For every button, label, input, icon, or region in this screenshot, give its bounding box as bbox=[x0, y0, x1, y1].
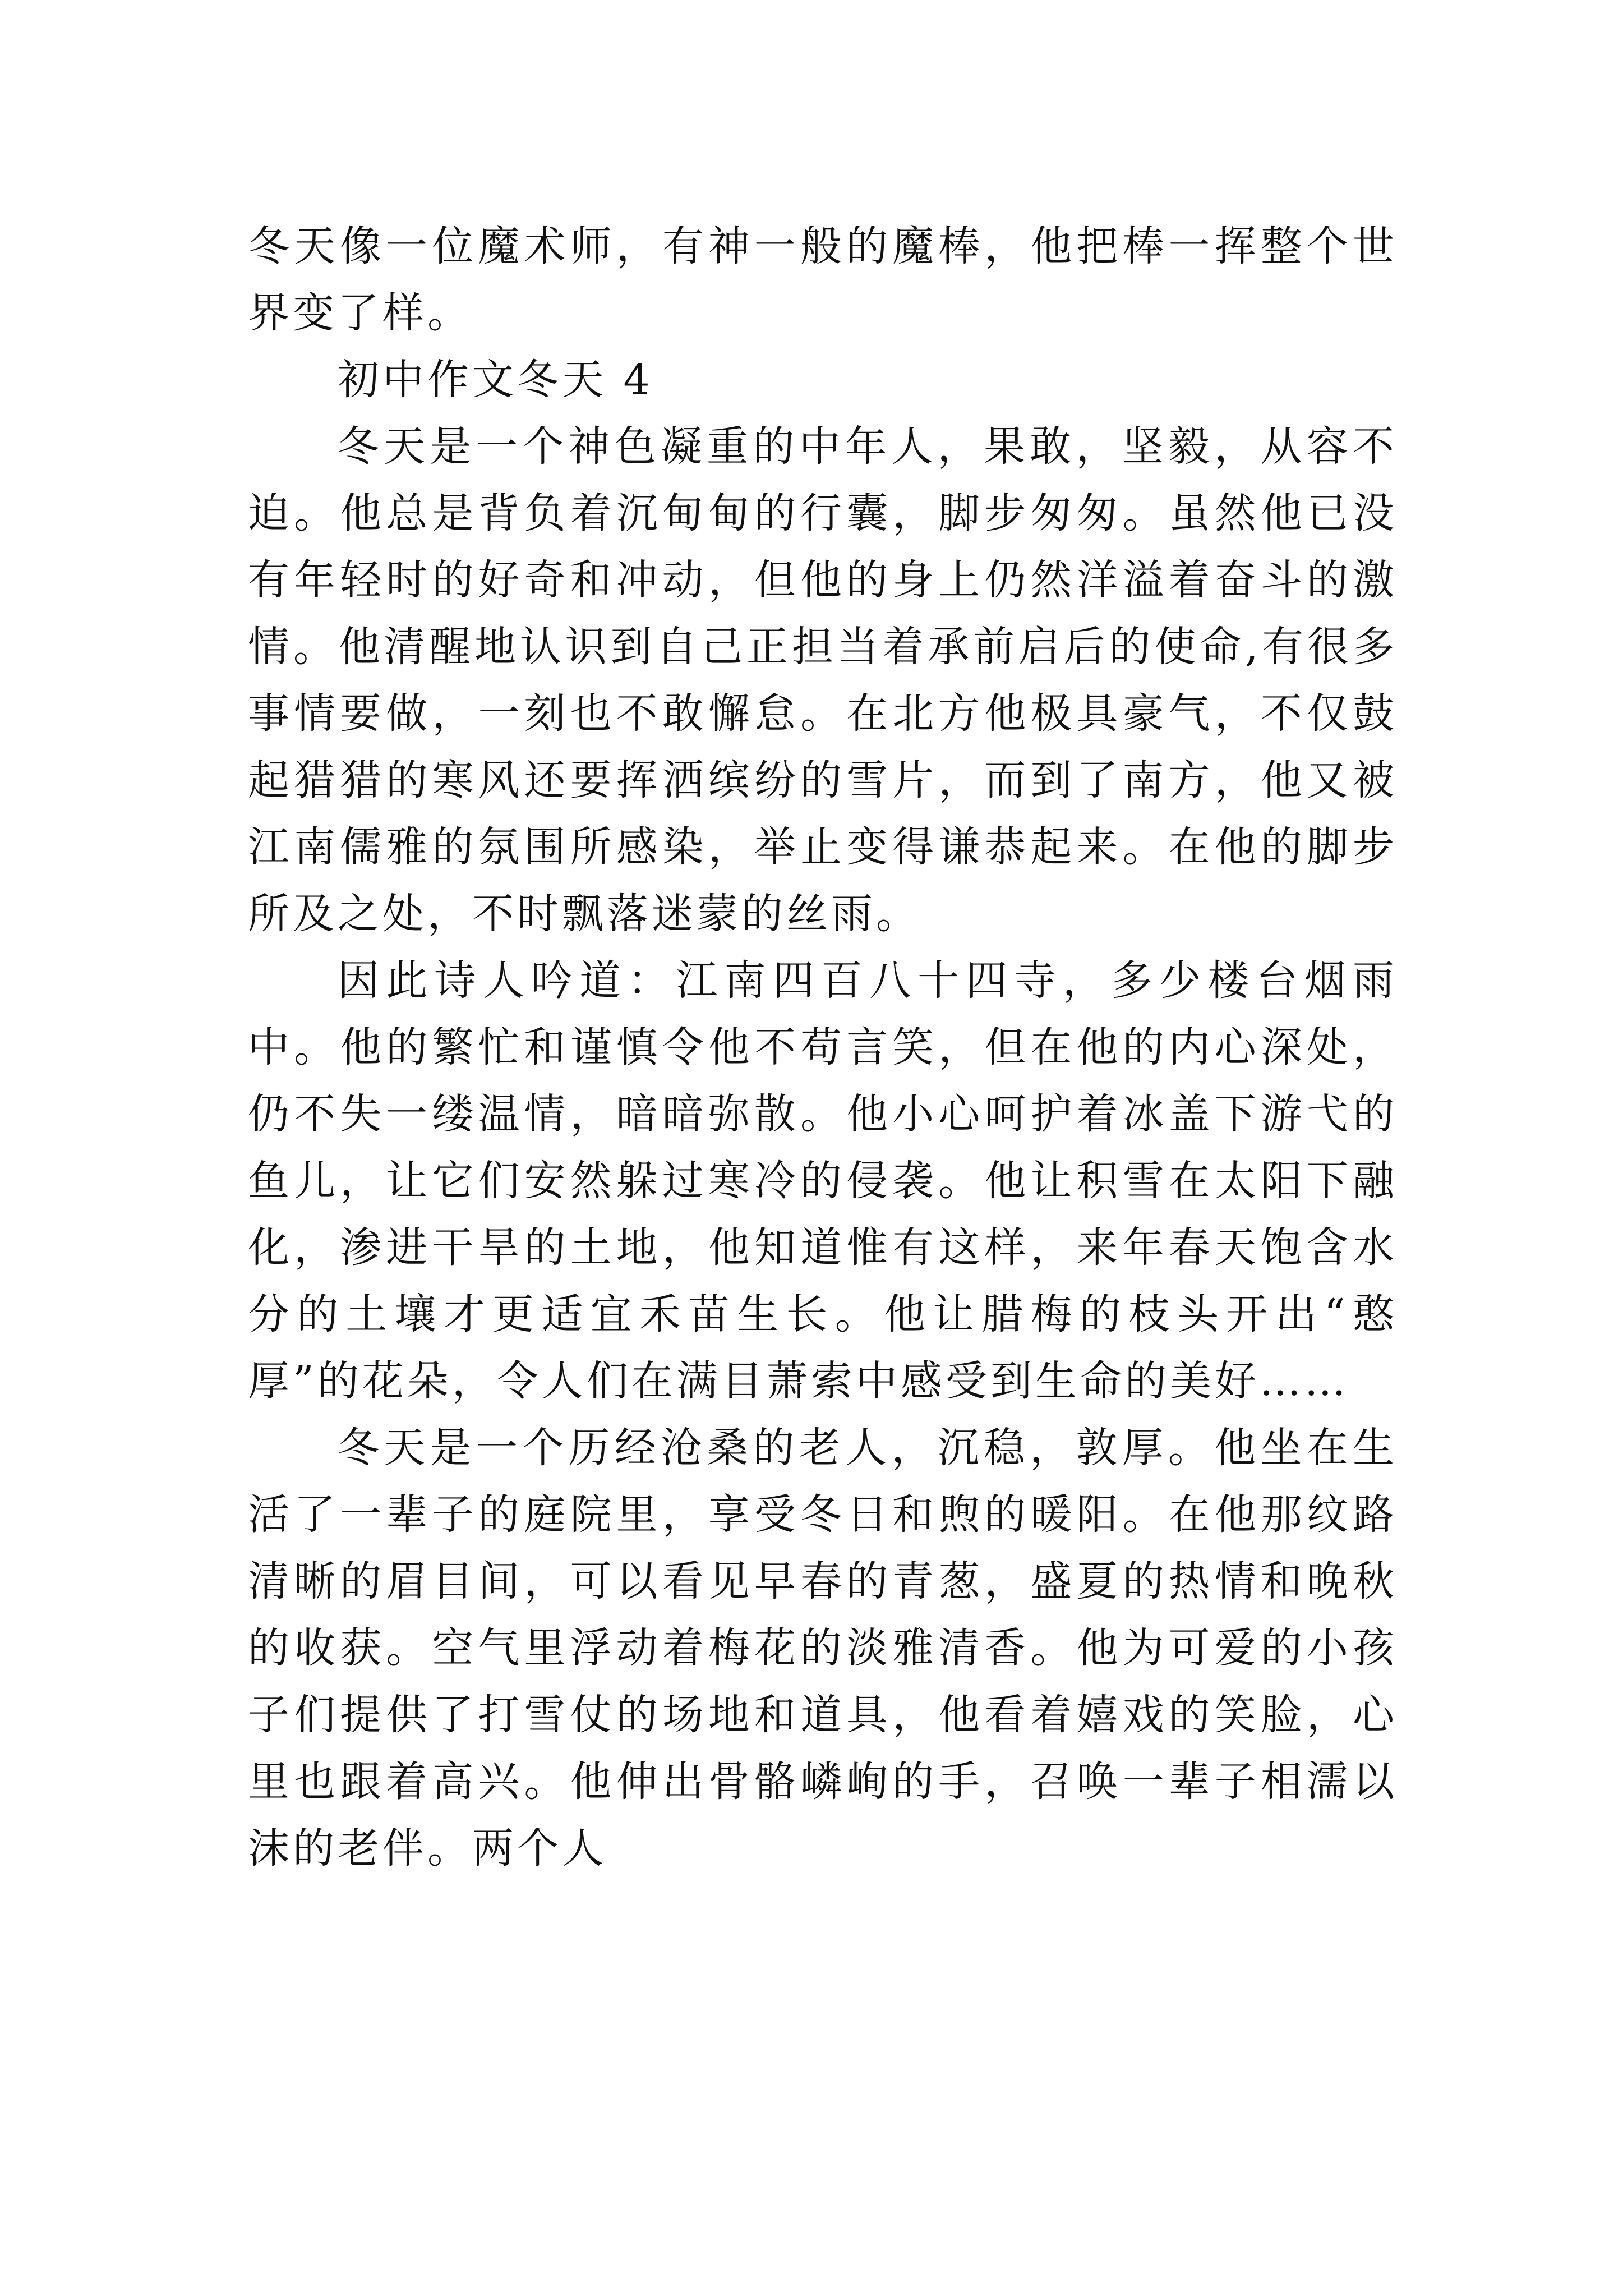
paragraph-poet: 因此诗人吟道：江南四百八十四寺，多少楼台烟雨中。他的繁忙和谨慎令他不苟言笑，但在他的内心深处，仍不失一缕温情，暗暗弥散。他小心呵护着冰盖下游弋的鱼儿，让它们安然躲过寒冷的侵袭。他让积雪在太阳下融化，渗进干旱的土地，他知道惟有这样，来年春天饱含水分的土壤才更适宜禾苗生长。他让腊梅的枝头开出“憨厚”的花朵，令人们在满目萧索中感受到生命的美好…… bbox=[248, 956, 1398, 1405]
paragraph-continuation: 冬天像一位魔术师，有神一般的魔棒，他把棒一挥整个世界变了样。 bbox=[248, 222, 1398, 337]
paragraph-middle-aged: 冬天是一个神色凝重的中年人，果敢，坚毅，从容不迫。他总是背负着沉甸甸的行囊，脚步匆匆。虽然他已没有年轻时的好奇和冲动，但他的身上仍然洋溢着奋斗的激情。他清醒地认识到自己正担当着承前启后的使命,有很多事情要做，一刻也不敢懈怠。在北方他极具豪气，不仅鼓起猎猎的寒风还要挥洒缤纷的雪片，而到了南方，他又被江南儒雅的氛围所感染，举止变得谦恭起来。在他的脚步所及之处，不时飘落迷蒙的丝雨。 bbox=[248, 422, 1398, 938]
section-heading: 初中作文冬天 4 bbox=[338, 356, 653, 404]
paragraph-old-man: 冬天是一个历经沧桑的老人，沉稳，敦厚。他坐在生活了一辈子的庭院里，享受冬日和煦的暖阳。在他那纹路清晰的眉目间，可以看见早春的青葱，盛夏的热情和晚秋的收获。空气里浮动着梅花的淡雅清香。他为可爱的小孩子们提供了打雪仗的场地和道具，他看着嬉戏的笑脸，心里也跟着高兴。他伸出骨骼嶙峋的手，召唤一辈子相濡以沫的老伴。两个人 bbox=[248, 1424, 1398, 1872]
document-body bbox=[248, 213, 1398, 1882]
